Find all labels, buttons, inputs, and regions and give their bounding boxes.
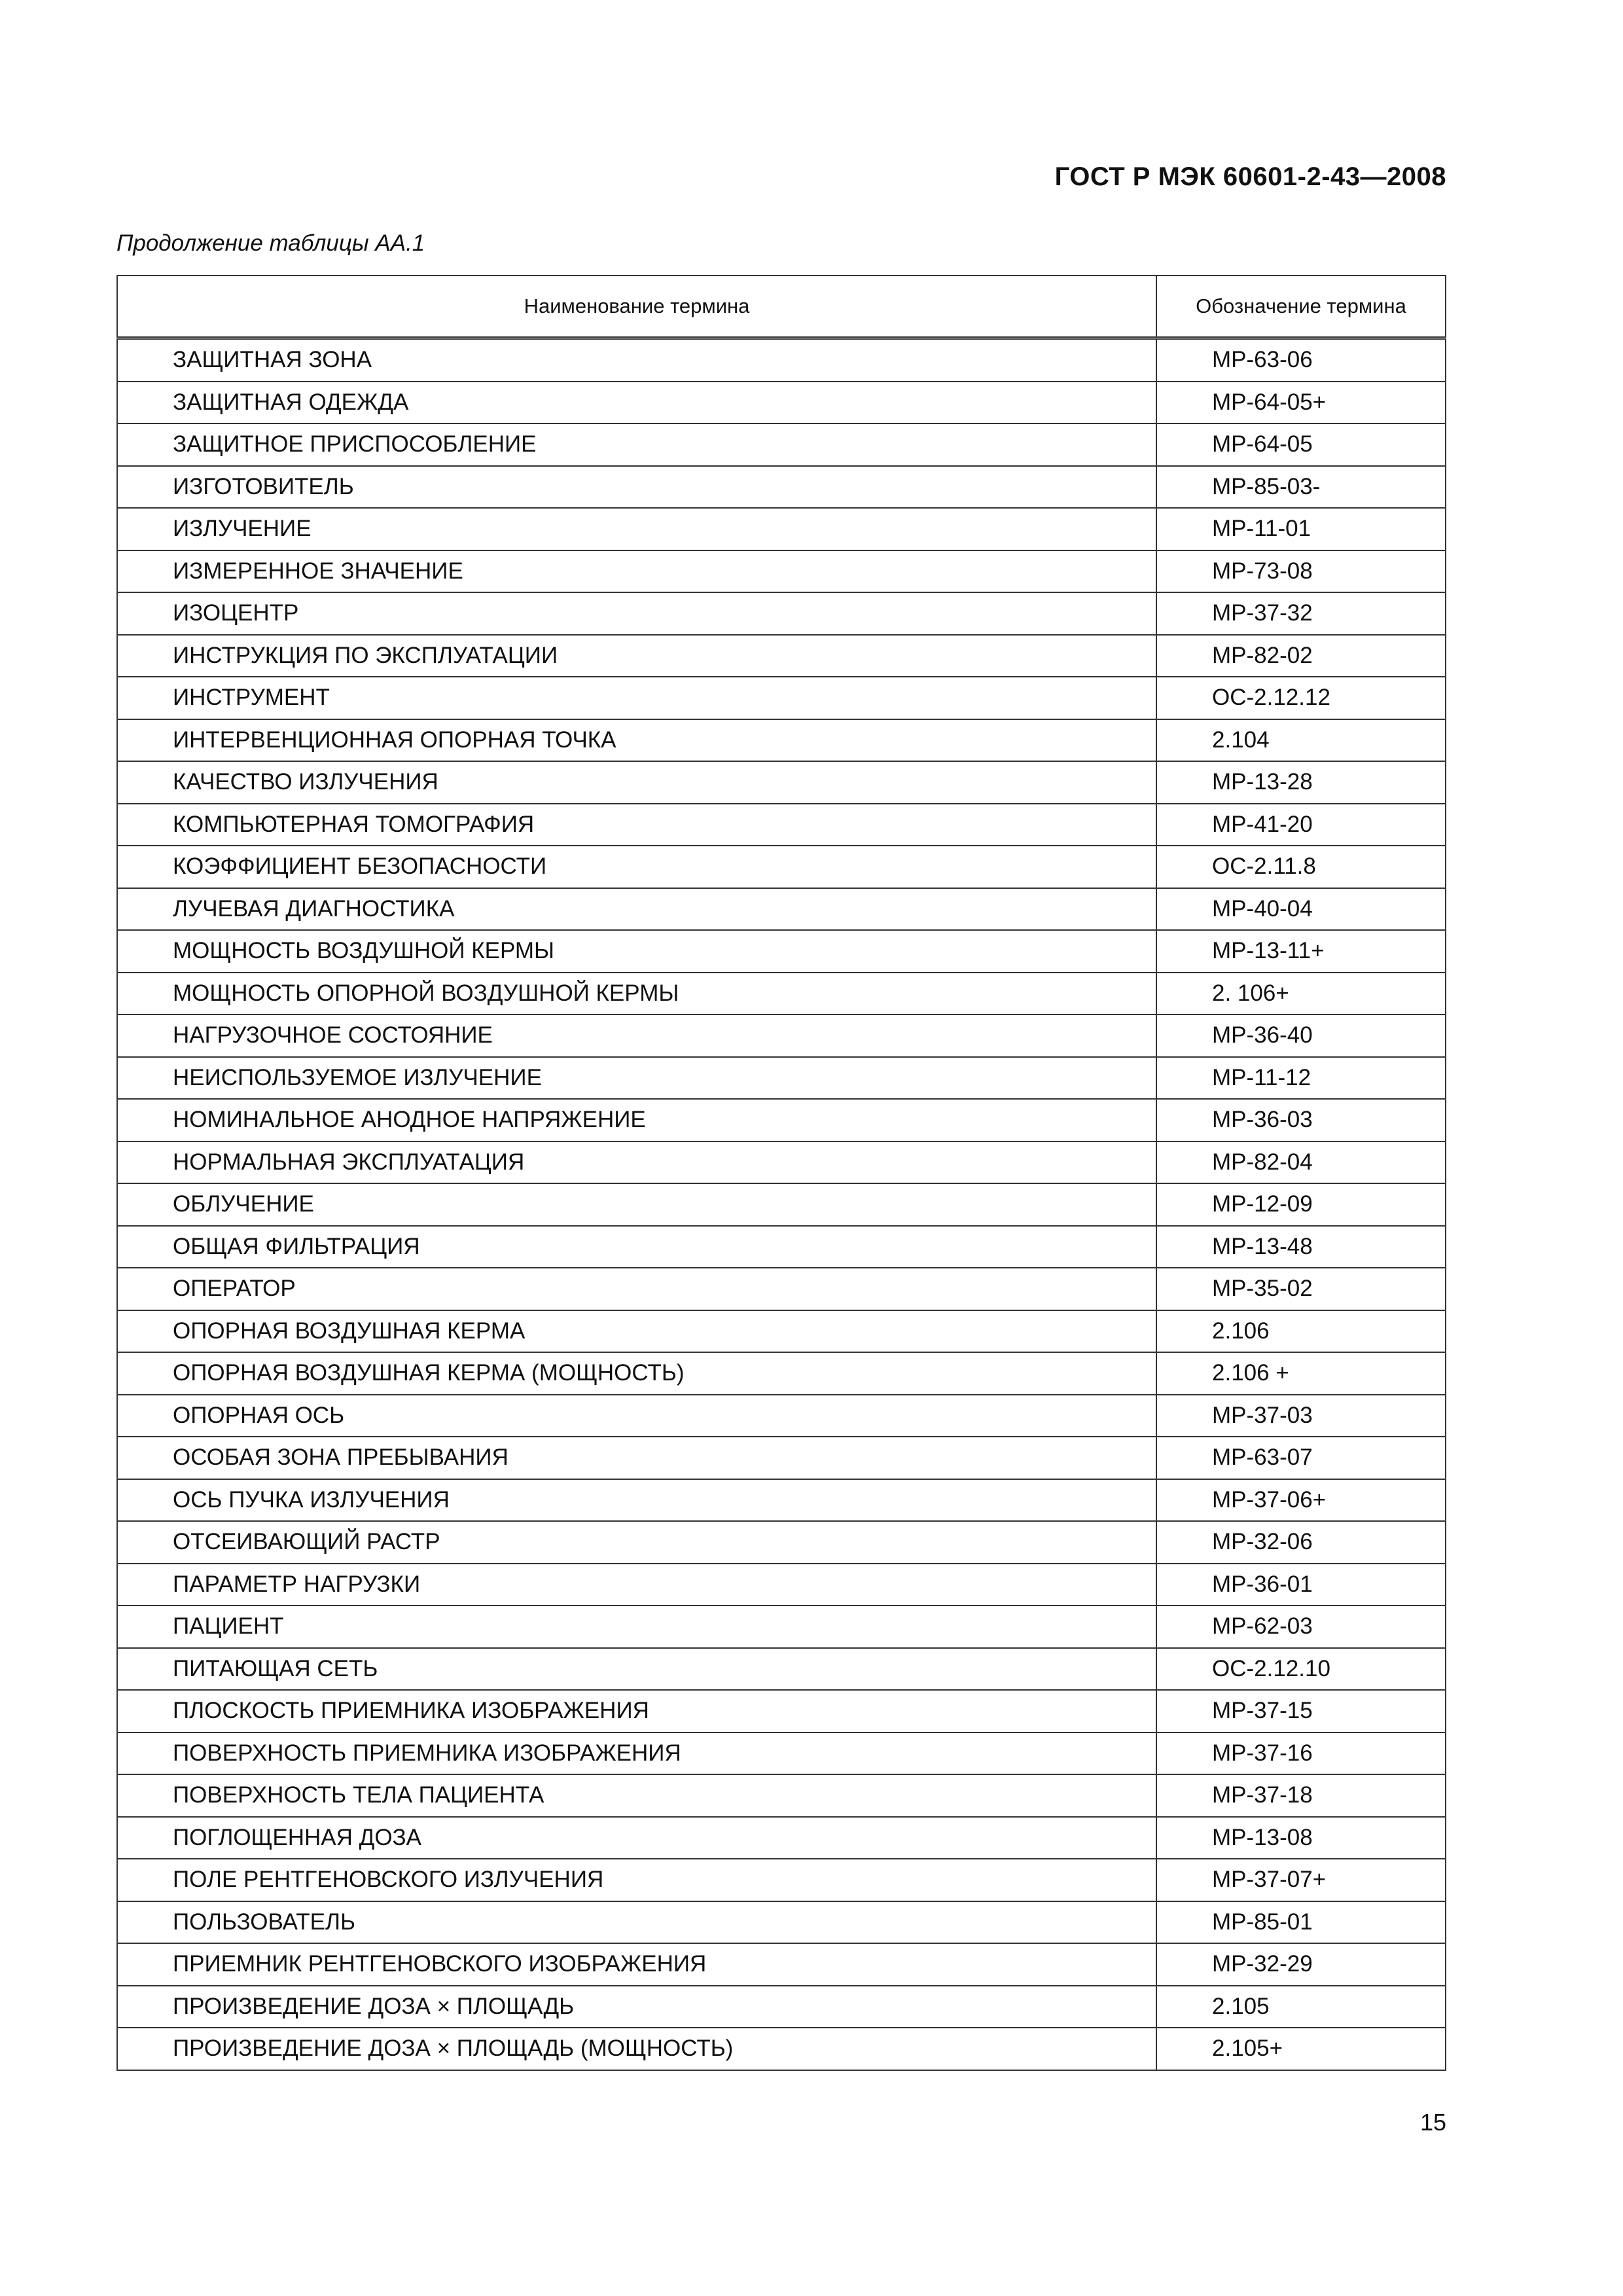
table-row — [117, 1859, 1446, 1901]
term-code-cell: МР-64-05+ — [1156, 382, 1446, 424]
term-code-cell: 2.105 — [1156, 1986, 1446, 2028]
term-code-cell: МР-35-02 — [1156, 1268, 1446, 1310]
term-name-cell: ЗАЩИТНОЕ ПРИСПОСОБЛЕНИЕ — [117, 423, 1156, 466]
table-row — [117, 1479, 1446, 1522]
term-name-cell: ОСОБАЯ ЗОНА ПРЕБЫВАНИЯ — [117, 1437, 1156, 1479]
term-name-cell: ПОВЕРХНОСТЬ ТЕЛА ПАЦИЕНТА — [117, 1774, 1156, 1817]
column-header-term-code: Обозначение термина — [1156, 276, 1446, 338]
term-code-cell: МР-36-40 — [1156, 1014, 1446, 1057]
table-row — [117, 1817, 1446, 1859]
term-code-cell: МР-64-05 — [1156, 423, 1446, 466]
term-name-cell: ПЛОСКОСТЬ ПРИЕМНИКА ИЗОБРАЖЕНИЯ — [117, 1690, 1156, 1732]
term-code-cell: МР-40-04 — [1156, 888, 1446, 931]
term-code-cell: ОС-2.11.8 — [1156, 846, 1446, 888]
term-name-cell: НОМИНАЛЬНОЕ АНОДНОЕ НАПРЯЖЕНИЕ — [117, 1099, 1156, 1141]
table-row — [117, 930, 1446, 973]
term-code-cell: МР-63-07 — [1156, 1437, 1446, 1479]
term-code-cell: МР-11-01 — [1156, 508, 1446, 550]
term-code-cell: МР-37-03 — [1156, 1395, 1446, 1437]
table-row — [117, 1183, 1446, 1226]
term-name-cell: НОРМАЛЬНАЯ ЭКСПЛУАТАЦИЯ — [117, 1141, 1156, 1184]
table-row — [117, 1099, 1446, 1141]
term-code-cell: МР-36-01 — [1156, 1564, 1446, 1606]
table-row — [117, 1268, 1446, 1310]
table-row — [117, 382, 1446, 424]
terms-table — [116, 275, 1446, 2071]
table-row — [117, 1352, 1446, 1395]
term-code-cell: ОС-2.12.12 — [1156, 677, 1446, 719]
term-code-cell: МР-37-15 — [1156, 1690, 1446, 1732]
term-code-cell: МР-85-01 — [1156, 1901, 1446, 1944]
term-name-cell: ИЗОЦЕНТР — [117, 592, 1156, 635]
term-code-cell: МР-63-06 — [1156, 338, 1446, 382]
table-row — [117, 1395, 1446, 1437]
table-row — [117, 1943, 1446, 1986]
term-code-cell: МР-13-28 — [1156, 761, 1446, 804]
term-code-cell: МР-32-06 — [1156, 1521, 1446, 1564]
term-code-cell: МР-62-03 — [1156, 1605, 1446, 1648]
term-name-cell: ЗАЩИТНАЯ ОДЕЖДА — [117, 382, 1156, 424]
table-row — [117, 466, 1446, 509]
term-code-cell: МР-73-08 — [1156, 550, 1446, 593]
term-code-cell: 2.104 — [1156, 719, 1446, 762]
term-name-cell: НАГРУЗОЧНОЕ СОСТОЯНИЕ — [117, 1014, 1156, 1057]
page-number: 15 — [1419, 2109, 1446, 2136]
term-code-cell: МР-13-48 — [1156, 1226, 1446, 1268]
term-name-cell: ИЗЛУЧЕНИЕ — [117, 508, 1156, 550]
table-row — [117, 1226, 1446, 1268]
table-row — [117, 1732, 1446, 1775]
term-code-cell: МР-37-07+ — [1156, 1859, 1446, 1901]
term-code-cell: МР-13-08 — [1156, 1817, 1446, 1859]
terms-table-body — [117, 338, 1446, 2070]
table-row — [117, 804, 1446, 846]
term-name-cell: КОМПЬЮТЕРНАЯ ТОМОГРАФИЯ — [117, 804, 1156, 846]
table-row — [117, 635, 1446, 677]
term-name-cell: ОСЬ ПУЧКА ИЗЛУЧЕНИЯ — [117, 1479, 1156, 1522]
table-row — [117, 1564, 1446, 1606]
term-name-cell: ОПОРНАЯ ВОЗДУШНАЯ КЕРМА — [117, 1310, 1156, 1353]
term-name-cell: ПРОИЗВЕДЕНИЕ ДОЗА × ПЛОЩАДЬ — [117, 1986, 1156, 2028]
term-name-cell: НЕИСПОЛЬЗУЕМОЕ ИЗЛУЧЕНИЕ — [117, 1057, 1156, 1100]
table-row — [117, 1141, 1446, 1184]
term-code-cell: МР-32-29 — [1156, 1943, 1446, 1986]
table-row — [117, 888, 1446, 931]
term-code-cell: 2.106 — [1156, 1310, 1446, 1353]
term-code-cell: 2.105+ — [1156, 2028, 1446, 2070]
term-name-cell: ПРОИЗВЕДЕНИЕ ДОЗА × ПЛОЩАДЬ (МОЩНОСТЬ) — [117, 2028, 1156, 2070]
term-name-cell: ПРИЕМНИК РЕНТГЕНОВСКОГО ИЗОБРАЖЕНИЯ — [117, 1943, 1156, 1986]
table-row — [117, 1437, 1446, 1479]
term-name-cell: ОБЩАЯ ФИЛЬТРАЦИЯ — [117, 1226, 1156, 1268]
table-row — [117, 677, 1446, 719]
term-name-cell: МОЩНОСТЬ ВОЗДУШНОЙ КЕРМЫ — [117, 930, 1156, 973]
term-name-cell: КОЭФФИЦИЕНТ БЕЗОПАСНОСТИ — [117, 846, 1156, 888]
table-row — [117, 550, 1446, 593]
term-code-cell: МР-37-18 — [1156, 1774, 1446, 1817]
table-row — [117, 1605, 1446, 1648]
term-code-cell: 2. 106+ — [1156, 973, 1446, 1015]
table-row — [117, 719, 1446, 762]
term-name-cell: КАЧЕСТВО ИЗЛУЧЕНИЯ — [117, 761, 1156, 804]
term-name-cell: ОПОРНАЯ ВОЗДУШНАЯ КЕРМА (МОЩНОСТЬ) — [117, 1352, 1156, 1395]
term-name-cell: ОПОРНАЯ ОСЬ — [117, 1395, 1156, 1437]
table-header-row — [117, 276, 1446, 338]
term-name-cell: ОПЕРАТОР — [117, 1268, 1156, 1310]
term-name-cell: ПОЛЕ РЕНТГЕНОВСКОГО ИЗЛУЧЕНИЯ — [117, 1859, 1156, 1901]
term-code-cell: МР-12-09 — [1156, 1183, 1446, 1226]
table-row — [117, 508, 1446, 550]
term-name-cell: МОЩНОСТЬ ОПОРНОЙ ВОЗДУШНОЙ КЕРМЫ — [117, 973, 1156, 1015]
table-row — [117, 1901, 1446, 1944]
table-row — [117, 1690, 1446, 1732]
term-name-cell: ПОЛЬЗОВАТЕЛЬ — [117, 1901, 1156, 1944]
term-name-cell: ЛУЧЕВАЯ ДИАГНОСТИКА — [117, 888, 1156, 931]
column-header-term-name: Наименование термина — [117, 276, 1156, 338]
document-standard-number: ГОСТ Р МЭК 60601-2-43—2008 — [1054, 162, 1446, 191]
term-name-cell: ИНТЕРВЕНЦИОННАЯ ОПОРНАЯ ТОЧКА — [117, 719, 1156, 762]
term-name-cell: ИЗГОТОВИТЕЛЬ — [117, 466, 1156, 509]
term-code-cell: МР-13-11+ — [1156, 930, 1446, 973]
table-row — [117, 592, 1446, 635]
table-row — [117, 1521, 1446, 1564]
term-name-cell: ПИТАЮЩАЯ СЕТЬ — [117, 1648, 1156, 1691]
term-code-cell: МР-37-16 — [1156, 1732, 1446, 1775]
term-code-cell: МР-41-20 — [1156, 804, 1446, 846]
term-name-cell: ИНСТРУМЕНТ — [117, 677, 1156, 719]
term-code-cell: МР-85-03- — [1156, 466, 1446, 509]
term-name-cell: ПАРАМЕТР НАГРУЗКИ — [117, 1564, 1156, 1606]
table-row — [117, 1014, 1446, 1057]
term-name-cell: ЗАЩИТНАЯ ЗОНА — [117, 338, 1156, 382]
table-row — [117, 1774, 1446, 1817]
table-row — [117, 423, 1446, 466]
table-caption: Продолжение таблицы АА.1 — [116, 230, 425, 256]
term-name-cell: ИЗМЕРЕННОЕ ЗНАЧЕНИЕ — [117, 550, 1156, 593]
term-name-cell: ПАЦИЕНТ — [117, 1605, 1156, 1648]
table-row — [117, 338, 1446, 382]
table-row — [117, 1057, 1446, 1100]
term-code-cell: МР-36-03 — [1156, 1099, 1446, 1141]
table-row — [117, 761, 1446, 804]
table-row — [117, 973, 1446, 1015]
term-code-cell: МР-11-12 — [1156, 1057, 1446, 1100]
term-code-cell: ОС-2.12.10 — [1156, 1648, 1446, 1691]
terms-table-container — [116, 275, 1445, 2071]
table-row — [117, 2028, 1446, 2070]
table-row — [117, 1310, 1446, 1353]
term-name-cell: ПОГЛОЩЕННАЯ ДОЗА — [117, 1817, 1156, 1859]
terms-table-head — [117, 276, 1446, 338]
term-code-cell: МР-82-02 — [1156, 635, 1446, 677]
table-row — [117, 1648, 1446, 1691]
term-code-cell: МР-82-04 — [1156, 1141, 1446, 1184]
term-name-cell: ПОВЕРХНОСТЬ ПРИЕМНИКА ИЗОБРАЖЕНИЯ — [117, 1732, 1156, 1775]
term-name-cell: ОБЛУЧЕНИЕ — [117, 1183, 1156, 1226]
table-row — [117, 846, 1446, 888]
term-name-cell: ИНСТРУКЦИЯ ПО ЭКСПЛУАТАЦИИ — [117, 635, 1156, 677]
term-code-cell: МР-37-32 — [1156, 592, 1446, 635]
term-name-cell: ОТСЕИВАЮЩИЙ РАСТР — [117, 1521, 1156, 1564]
table-row — [117, 1986, 1446, 2028]
term-code-cell: МР-37-06+ — [1156, 1479, 1446, 1522]
term-code-cell: 2.106 + — [1156, 1352, 1446, 1395]
